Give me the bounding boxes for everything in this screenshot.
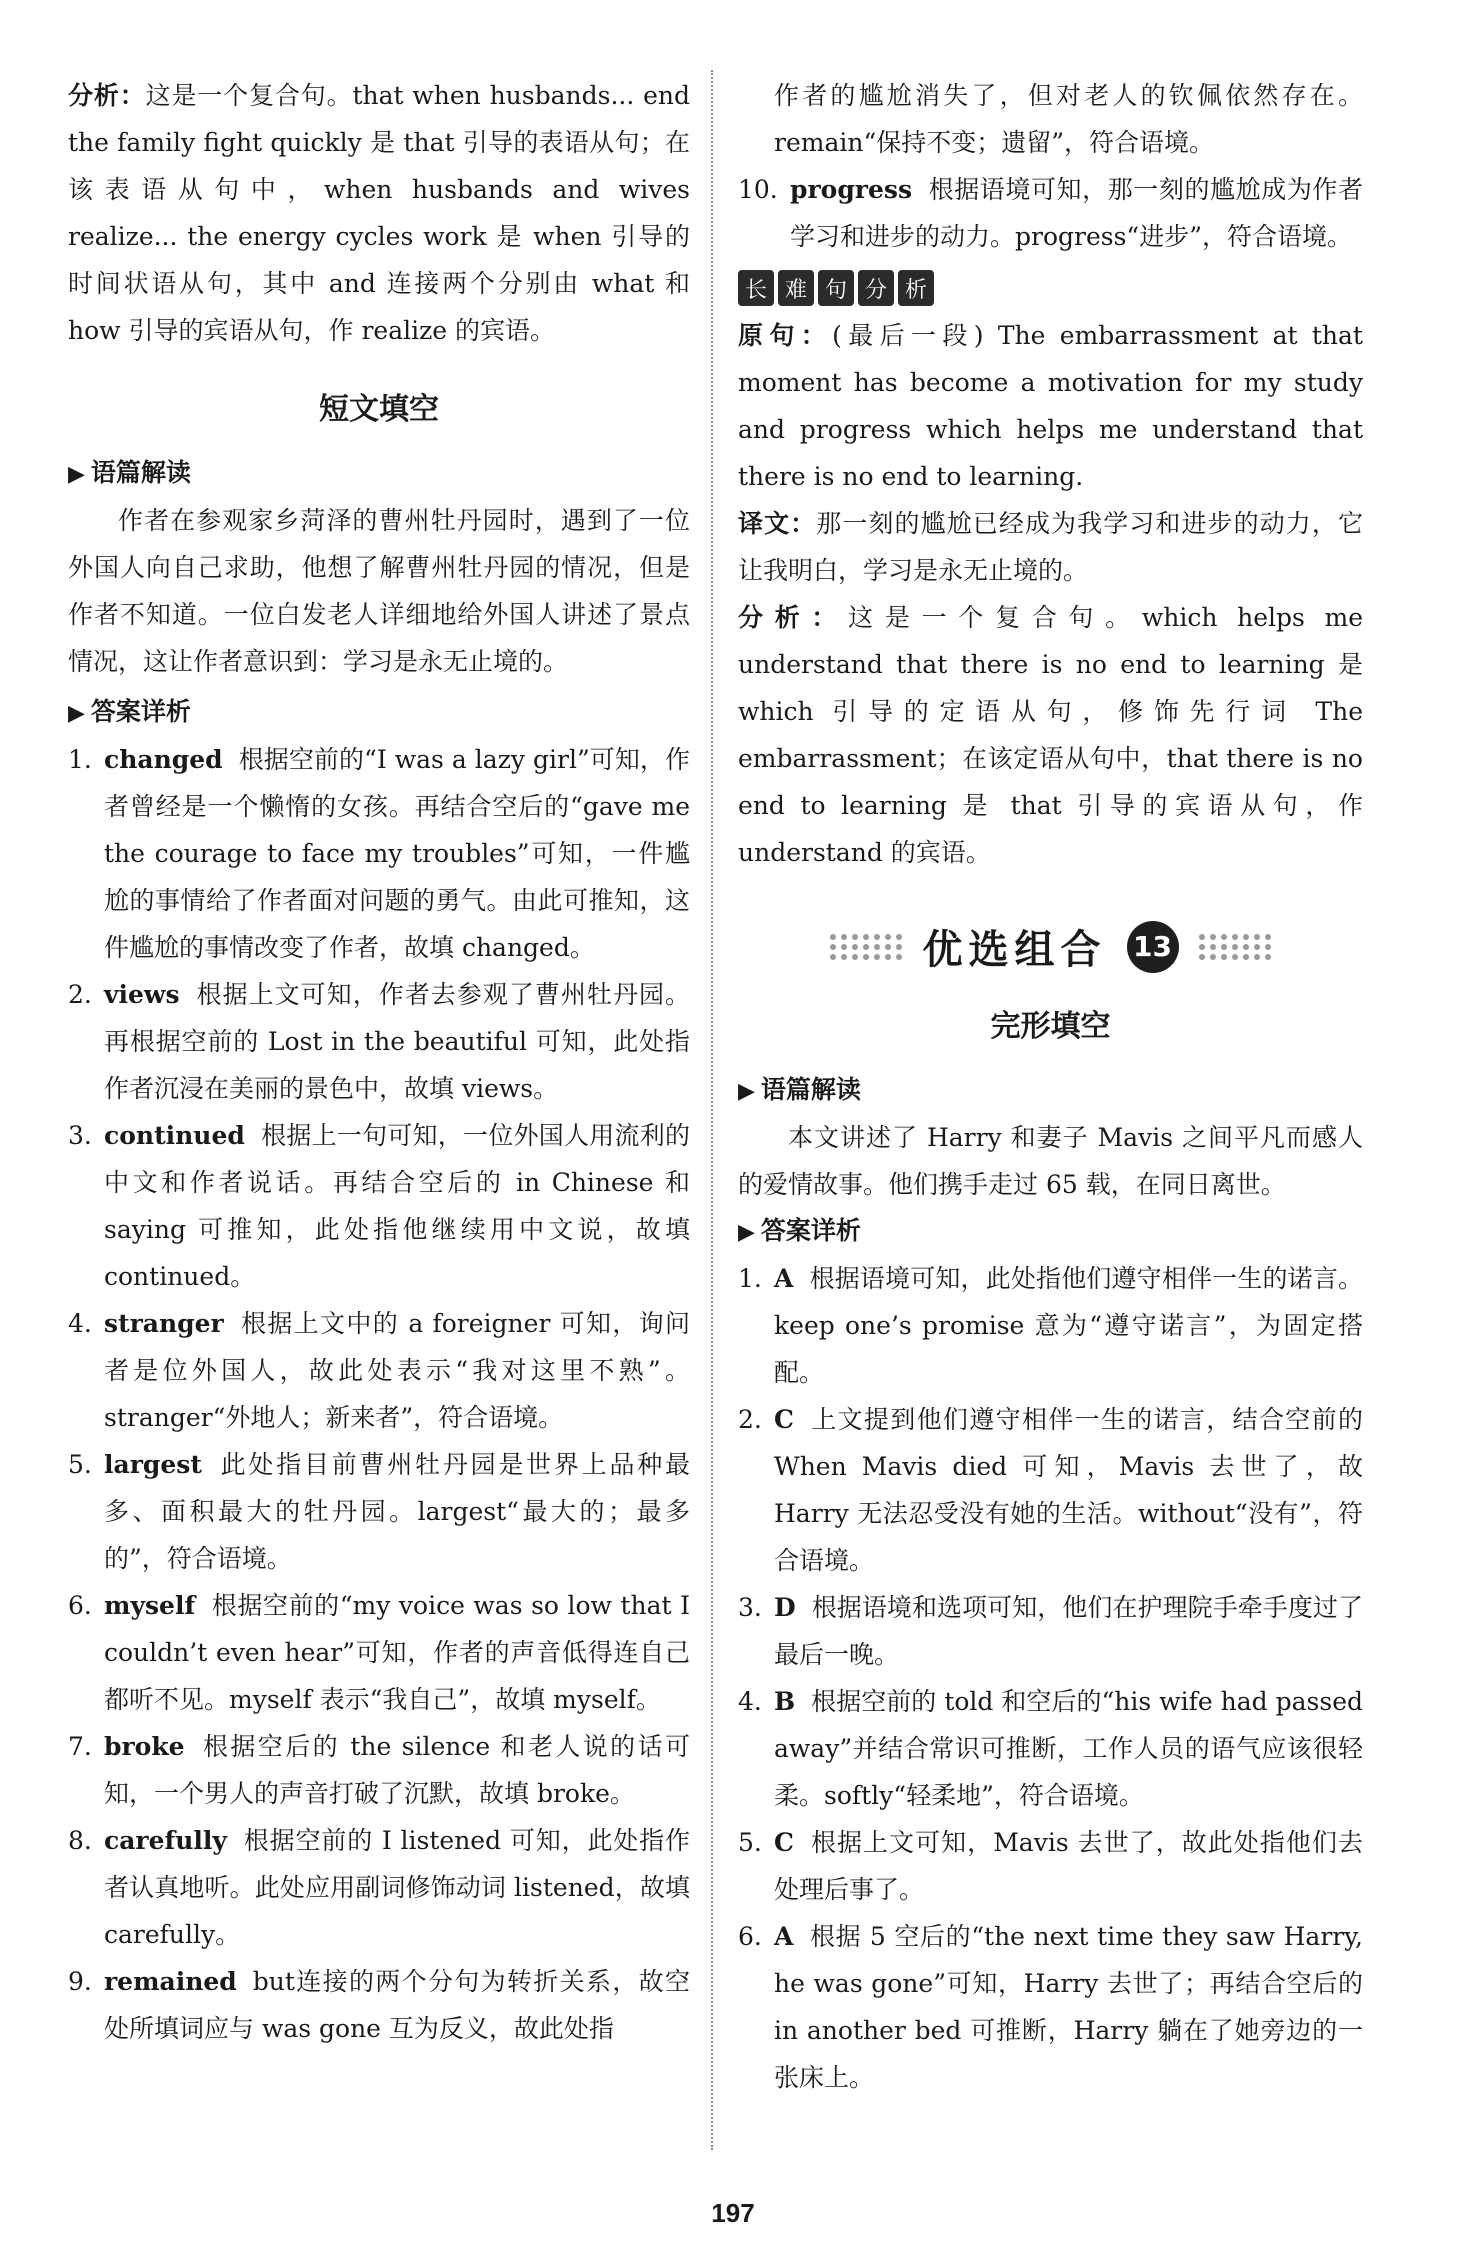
- answer-item: [68, 1817, 690, 1958]
- item-number: 2.: [68, 980, 92, 1009]
- item-explanation: but连接的两个分句为转折关系，故空处所填词应与 was gone 互为反义，故此处指: [104, 1967, 690, 2043]
- original-label: 原句：: [738, 321, 833, 350]
- item-answer: myself: [104, 1591, 196, 1620]
- item-answer: A: [774, 1922, 794, 1951]
- item-explanation: 根据空前的 told 和空后的“his wife had passed away”并结合常识可推断，工作人员的语气应该很轻柔。softly“轻柔地”，符合语境。: [774, 1687, 1363, 1810]
- item-explanation: 根据上文中的 a foreigner 可知，询问者是位外国人，故此处表示“我对这里不熟”。stranger“外地人；新来者”，符合语境。: [104, 1309, 690, 1432]
- answer-heading-label: 答案详析: [760, 1216, 861, 1245]
- analysis-text: 这是一个复合句。that when husbands... end the family fight quickly 是 that 引导的表语从句；在该表语从句中，when husbands and wives realize... the energy cycles work 是 when 引导的时间状语从句，其中 and 连接两个分别由 what 和 how 引导的宾语从句，作 realize 的宾语。: [68, 81, 690, 345]
- section-title-cloze: 完形填空: [990, 1009, 1111, 1044]
- item-answer: broke: [104, 1732, 185, 1761]
- item-number: 7.: [68, 1732, 92, 1761]
- answer-item: [68, 1582, 690, 1723]
- answer-item: [738, 1819, 1363, 1913]
- item-explanation: 根据语境和选项可知，他们在护理院手牵手度过了最后一晚。: [774, 1593, 1363, 1669]
- item-answer: changed: [104, 745, 223, 774]
- reading-heading: [68, 450, 690, 497]
- item-number: 1.: [68, 745, 92, 774]
- reading-heading: [738, 1067, 1363, 1114]
- analysis-label: 分析：: [68, 81, 146, 110]
- group-banner: [738, 918, 1363, 975]
- answer-heading: [68, 689, 690, 736]
- answer-item: [68, 971, 690, 1112]
- item-explanation: 根据上一句可知，一位外国人用流利的中文和作者说话。再结合空后的 in Chinese 和 saying 可推知，此处指他继续用中文说，故填 continued。: [104, 1121, 690, 1291]
- item-number: 4.: [68, 1309, 92, 1338]
- reading-heading-label: 语篇解读: [760, 1075, 861, 1104]
- banner-number: 13: [1127, 921, 1179, 973]
- item-number: 9.: [68, 1967, 92, 1996]
- badge-char: 析: [898, 270, 934, 306]
- answer-heading: [738, 1208, 1363, 1255]
- answer-item: [738, 1584, 1363, 1678]
- item-number: 3.: [738, 1593, 762, 1622]
- item-9-continuation: [738, 72, 1363, 166]
- long-sentence-badge: [738, 270, 1363, 306]
- item-answer: D: [774, 1593, 796, 1622]
- item-answer: stranger: [104, 1309, 224, 1338]
- item-answer: largest: [104, 1450, 202, 1479]
- badge-char: 难: [778, 270, 814, 306]
- reading-summary: 作者在参观家乡菏泽的曹州牡丹园时，遇到了一位外国人向自己求助，他想了解曹州牡丹园的情况，但是作者不知道。一位白发老人详细地给外国人讲述了景点情况，这让作者意识到：学习是永无止境的。: [68, 506, 690, 676]
- item-number: 6.: [68, 1591, 92, 1620]
- item-number: 5.: [68, 1450, 92, 1479]
- analysis-text: 这是一个复合句。which helps me understand that there is no end to learning 是 which 引导的定语从句，修饰先行词 The embarrassment；在该定语从句中，that there is no end to learning 是 that 引导的宾语从句，作 understand 的宾语。: [738, 603, 1363, 867]
- reading-summary: 本文讲述了 Harry 和妻子 Mavis 之间平凡而感人的爱情故事。他们携手走过 65 载，在同日离世。: [738, 1123, 1363, 1199]
- translation: [738, 500, 1363, 594]
- answer-item: [68, 1958, 690, 2052]
- answer-heading-label: 答案详析: [90, 697, 191, 726]
- item-explanation: 根据空前的“my voice was so low that I couldn’t even hear”可知，作者的声音低得连自己都听不见。myself 表示“我自己”，故填 myself。: [104, 1591, 690, 1714]
- dot-pattern-icon: [1199, 934, 1272, 960]
- item-explanation: 根据语境可知，此处指他们遵守相伴一生的诺言。keep one’s promise 意为“遵守诺言”，为固定搭配。: [774, 1264, 1363, 1387]
- item-explanation: 上文提到他们遵守相伴一生的诺言，结合空前的 When Mavis died 可知，Mavis 去世了，故 Harry 无法忍受没有她的生活。without“没有”，符合语境。: [774, 1405, 1363, 1575]
- item-answer: carefully: [104, 1826, 227, 1855]
- answer-item: [738, 1255, 1363, 1396]
- item-explanation: 根据空前的 I listened 可知，此处指作者认真地听。此处应用副词修饰动词 listened，故填 carefully。: [104, 1826, 690, 1949]
- answer-item: [738, 1396, 1363, 1584]
- answer-item: [68, 1300, 690, 1441]
- item-answer: B: [774, 1687, 796, 1716]
- item-answer: C: [774, 1828, 794, 1857]
- column-divider: [711, 70, 713, 2150]
- play-arrow-icon: ▶: [738, 1078, 755, 1104]
- item-number: 10.: [738, 175, 778, 204]
- intro-analysis: [68, 72, 690, 354]
- answer-item: [68, 1441, 690, 1582]
- item-number: 1.: [738, 1264, 762, 1293]
- analysis-label: 分析：: [738, 603, 849, 632]
- right-column: [738, 72, 1363, 2101]
- item-answer: views: [104, 980, 180, 1009]
- answer-item: [738, 1678, 1363, 1819]
- item-number: 8.: [68, 1826, 92, 1855]
- translation-label: 译文：: [738, 509, 817, 538]
- item-answer: C: [774, 1405, 794, 1434]
- left-column: [68, 72, 690, 2052]
- item-explanation: 根据上文可知，Mavis 去世了，故此处指他们去处理后事了。: [774, 1828, 1363, 1904]
- translation-text: 那一刻的尴尬已经成为我学习和进步的动力，它让我明白，学习是永无止境的。: [738, 509, 1363, 585]
- original-sentence: [738, 312, 1363, 500]
- item-number: 6.: [738, 1922, 762, 1951]
- badge-char: 长: [738, 270, 774, 306]
- item-explanation: 此处指目前曹州牡丹园是世界上品种最多、面积最大的牡丹园。largest“最大的；最多的”，符合语境。: [104, 1450, 690, 1573]
- page-number: 197: [711, 2198, 755, 2228]
- item-answer: continued: [104, 1121, 245, 1150]
- play-arrow-icon: ▶: [68, 700, 85, 726]
- play-arrow-icon: ▶: [68, 461, 85, 487]
- item-explanation: 根据上文可知，作者去参观了曹州牡丹园。再根据空前的 Lost in the beautiful 可知，此处指作者沉浸在美丽的景色中，故填 views。: [104, 980, 690, 1103]
- answer-item: [738, 1913, 1363, 2101]
- badge-char: 句: [818, 270, 854, 306]
- item-answer: progress: [790, 175, 913, 204]
- answer-item: [738, 166, 1363, 260]
- continuation-text: 作者的尴尬消失了，但对老人的钦佩依然存在。remain“保持不变；遗留”，符合语境。: [774, 81, 1363, 157]
- sentence-analysis: [738, 594, 1363, 876]
- section-title-short-passage: 短文填空: [319, 392, 439, 427]
- answer-item: [68, 1723, 690, 1817]
- item-number: 5.: [738, 1828, 762, 1857]
- reading-heading-label: 语篇解读: [90, 458, 191, 487]
- item-number: 2.: [738, 1405, 762, 1434]
- item-answer: A: [774, 1264, 794, 1293]
- item-explanation: 根据空前的“I was a lazy girl”可知，作者曾经是一个懒惰的女孩。再结合空后的“gave me the courage to face my troubles”可知，一件尴尬的事情给了作者面对问题的勇气。由此可推知，这件尴尬的事情改变了作者，故填 changed。: [104, 745, 690, 962]
- badge-char: 分: [858, 270, 894, 306]
- item-explanation: 根据空后的 the silence 和老人说的话可知，一个男人的声音打破了沉默，故填 broke。: [104, 1732, 690, 1808]
- item-number: 3.: [68, 1121, 92, 1150]
- banner-title: 优选组合: [922, 927, 1107, 973]
- original-text: (最后一段) The embarrassment at that moment has become a motivation for my study and progress which helps me understand that there is no end to learning.: [738, 321, 1363, 491]
- item-answer: remained: [104, 1967, 237, 1996]
- item-explanation: 根据 5 空后的“the next time they saw Harry, he was gone”可知，Harry 去世了；再结合空后的 in another bed 可推断，Harry 躺在了她旁边的一张床上。: [774, 1922, 1363, 2092]
- answer-item: [68, 1112, 690, 1300]
- item-number: 4.: [738, 1687, 762, 1716]
- answer-item: [68, 736, 690, 971]
- play-arrow-icon: ▶: [738, 1219, 755, 1245]
- dot-pattern-icon: [830, 934, 903, 960]
- item-explanation: 根据语境可知，那一刻的尴尬成为作者学习和进步的动力。progress“进步”，符合语境。: [790, 175, 1363, 251]
